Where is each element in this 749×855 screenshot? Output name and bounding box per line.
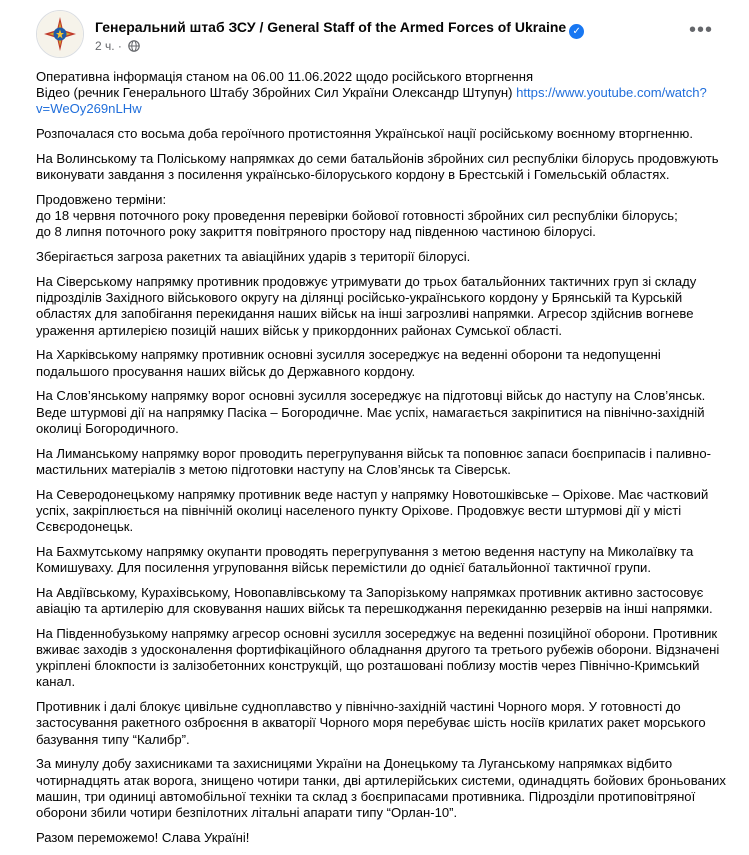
post-paragraph: Противник і далі блокує цивільне судноплавство у північно-західній частині Чорного моря. У готовності до застосування ракетного озброєння в акваторії Чорного моря перебуває шість носіїв крилатих ракет морського базування типу “Калибр”. (36, 699, 706, 747)
post-time[interactable]: 2 ч. · (95, 39, 122, 53)
post-paragraph: На Лиманському напрямку ворог проводить перегрупування військ та поповнює запаси боєприпасів і паливно- мастильних матеріалів з метою підготовки наступу на Слов’янськ та Сіверськ. (36, 445, 711, 477)
post-paragraph: На Северодонецькому напрямку противник веде наступ у напрямку Новотошківське – Оріхове. Має частковий успіх, закріплюється на північній околиці населеного пункту Оріхове. Продовжує вести штурмові дії у місті Сєвєродонецьк. (36, 486, 709, 535)
more-options-icon[interactable]: ••• (688, 19, 713, 41)
post-text (36, 69, 731, 855)
page-name-text[interactable]: Генеральний штаб ЗСУ / General Staff of the Armed Forces of Ukraine (95, 19, 567, 35)
post-paragraph: На Сіверському напрямку противник продовжує утримувати до трьох батальйонних тактичних груп зі складу підрозділів Західного військового округу на ділянці російсько-українського кордону у Брянській та Курській областях для запобігання перекидання наших військ на інші загрозливі напрямки. Агресор здійснив вогневе ураження артилерією позицій наших військ у прикордонних районах Сумської області. (36, 274, 697, 338)
post-paragraphs (36, 126, 731, 846)
post-paragraph: На Авдіївському, Курахівському, Новопавлівському та Запорізькому напрямках противник активно застосовує авіацію та артилерію для сковування наших військ та перешкоджання перекиданню резервів на інші напрямки. (36, 584, 713, 617)
intro-line-1: Оперативна інформація станом на 06.00 11.06.2022 щодо російського вторгнення (36, 69, 534, 84)
post-paragraph: На Харківському напрямку противник основні зусилля зосереджує на веденні оборони та недопущенні подальшого просування наших військ до Державного кордону. (36, 347, 661, 379)
post-meta (95, 39, 140, 53)
intro-line-2: Відео (речник Генерального Штабу Збройних Сил України Олександр Штупун) (36, 85, 517, 101)
post-paragraph: За минулу добу захисниками та захисницями України на Донецькому та Луганському напрямках відбито чотирнадцять атак ворога, знищено чотири танки, дві артилерійських системи, одинадцять бойових броньованих машин, три одиниці автомобільної техніки та склад з боєприпасами противника. Підрозділи протиповітряної оборони збили чотири безпілотних літальні апарати типу “Орлан-10”. (36, 756, 726, 821)
post-paragraph: Зберігається загроза ракетних та авіаційних ударів з території білорусі. (36, 249, 471, 265)
video-link[interactable]: https://www.youtube.com/watch?v=WeOy269nLHw (36, 85, 707, 117)
armed-forces-emblem-icon (37, 11, 83, 57)
verified-badge-icon: ✓ (569, 24, 584, 39)
post-paragraph: Продовжено терміни: до 18 червня поточного року проведення перевірки бойової готовності збройних сил республіки білорусь; до 8 липня поточного року закриття повітряного простору над південною частиною білорусі. (36, 192, 678, 240)
globe-icon (128, 40, 140, 52)
post-paragraph: На Бахмутському напрямку окупанти проводять перегрупування з метою ведення наступу на Миколаївку та Комишуваху. Для посилення угруповання військ перемістили до однієї батальйонної тактичної групи. (36, 543, 694, 576)
post-header (36, 10, 729, 62)
post-paragraph: Разом переможемо! Слава Україні! (36, 829, 250, 845)
post-paragraph: На Південнобузькому напрямку агресор основні зусилля зосереджує на веденні позиційної оборони. Противник вживає заходів з удосконалення фортифікаційного обладнання другого та третього рубежів оборони. Відзначені укріплені блокпости із залізобетонних конструкцій, що розташовані поблизу мостів через Північно-Кримський канал. (36, 625, 720, 690)
post-intro (36, 69, 731, 118)
post-paragraph: На Волинському та Поліському напрямках до семи батальйонів збройних сил республіки білорусь продовжують виконувати завдання з посилення українсько-білоруського кордону в Брестській і Гомельській областях. (36, 151, 719, 183)
post-paragraph: Розпочалася сто восьма доба героїчного протистояння Української нації російському воєнному вторгненню. (36, 126, 694, 142)
page-name[interactable] (95, 19, 584, 39)
page-avatar[interactable] (36, 10, 84, 58)
post-paragraph: На Слов’янському напрямку ворог основні зусилля зосереджує на підготовці військ до наступу на Слов’янськ. Веде штурмові дії на напрямку Пасіка – Богородичне. Має успіх, намагається закріпитися на північно-західній околиці Богородичного. (36, 388, 706, 436)
